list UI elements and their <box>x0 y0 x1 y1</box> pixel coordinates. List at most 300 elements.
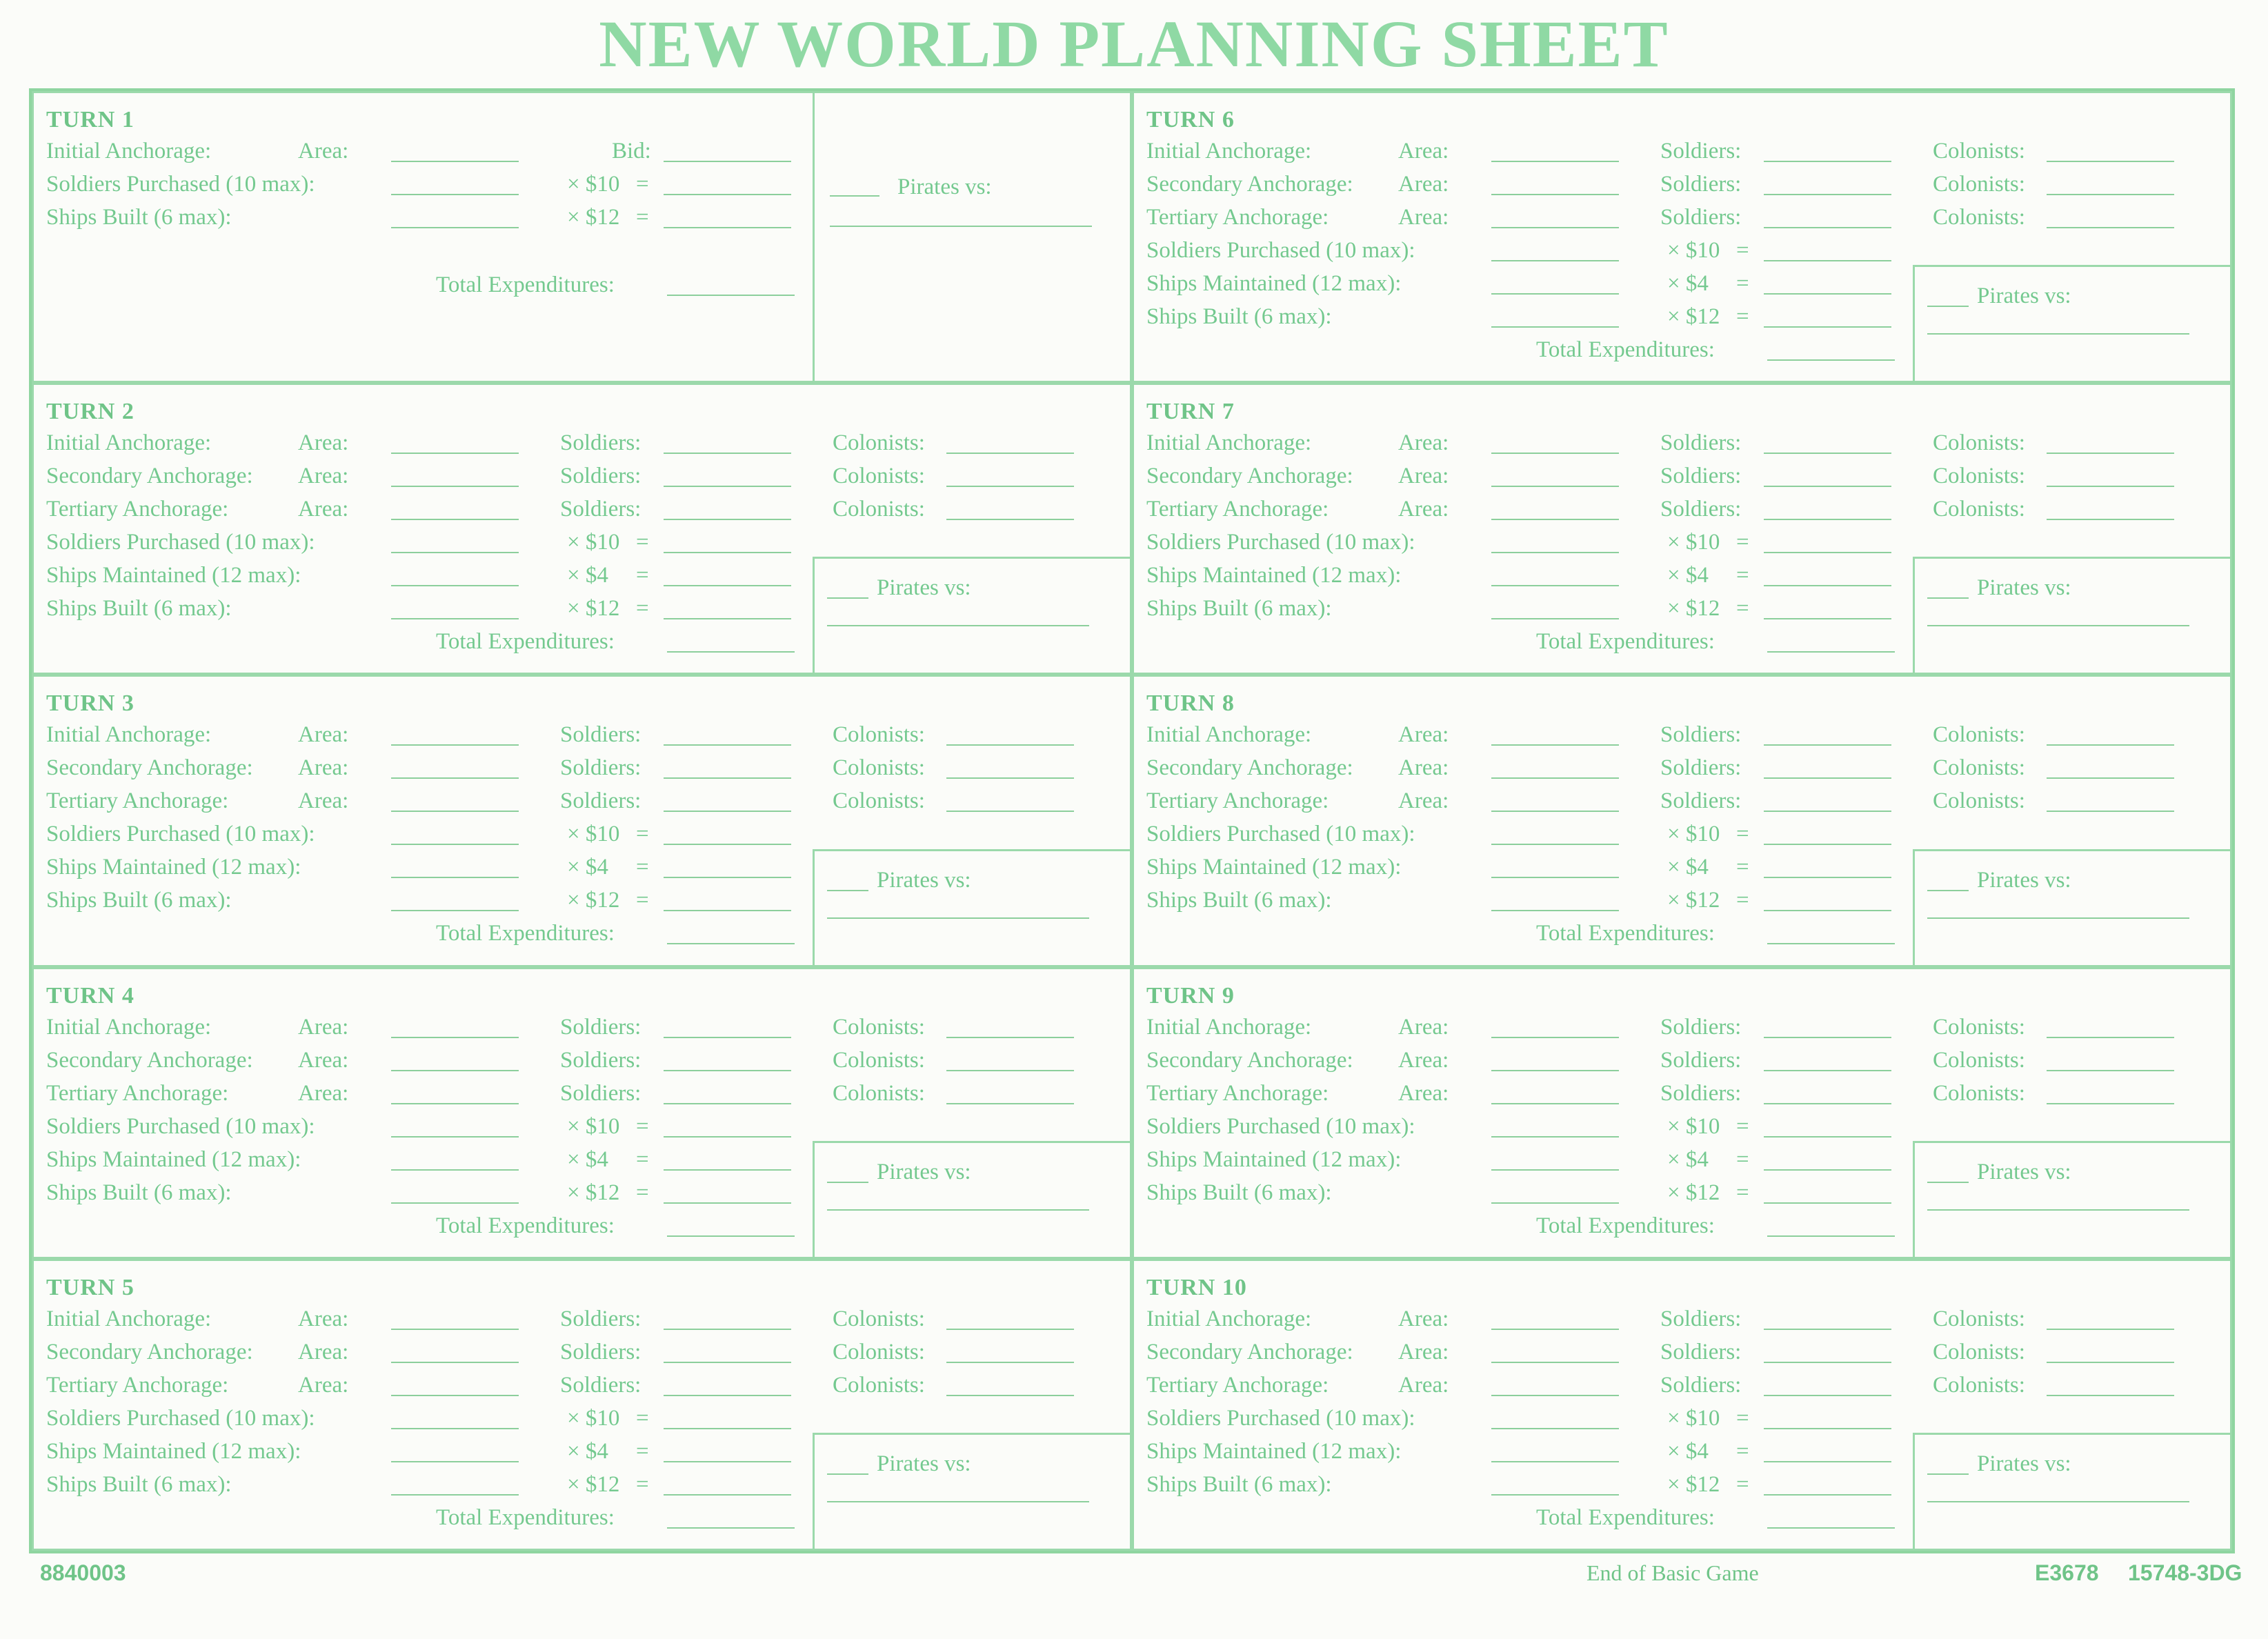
soldiers-purchased-cost-field[interactable] <box>664 1428 791 1429</box>
pirates-target-field[interactable] <box>1927 1209 2189 1211</box>
area-label: Area: <box>1398 205 1449 230</box>
secondary-anchorage-area-field[interactable] <box>391 486 519 487</box>
pirates-box <box>813 1141 1130 1257</box>
tertiary-anchorage-soldiers-field[interactable] <box>1764 519 1891 520</box>
total-expenditures-field[interactable] <box>1767 943 1895 944</box>
ships-maintained-cost-field[interactable] <box>1764 1169 1891 1171</box>
multiplier-label: × $12 <box>567 1471 620 1497</box>
ships-built-cost-field[interactable] <box>1764 618 1891 619</box>
multiplier-label: × $4 <box>1667 855 1709 880</box>
secondary-anchorage-colonists-field[interactable] <box>2047 194 2174 195</box>
pirates-target-field[interactable] <box>827 1209 1089 1211</box>
tertiary-anchorage-row <box>46 1374 1130 1403</box>
soldiers-label: Soldiers: <box>1660 1014 1742 1040</box>
area-label: Area: <box>1398 497 1449 522</box>
ships-built-field[interactable] <box>1491 910 1619 911</box>
secondary-anchorage-area-field[interactable] <box>1491 194 1619 195</box>
ships-built-field[interactable] <box>1491 1494 1619 1496</box>
colonists-label: Colonists: <box>1933 755 2025 781</box>
tertiary-anchorage-colonists-field[interactable] <box>2047 227 2174 228</box>
pirates-box <box>1913 1141 2230 1257</box>
tertiary-anchorage-area-field[interactable] <box>1491 1395 1619 1396</box>
ships-maintained-cost-field[interactable] <box>664 877 791 878</box>
area-label: Area: <box>298 1047 349 1073</box>
tertiary-anchorage-label: Tertiary Anchorage: <box>46 788 229 814</box>
initial-anchorage-soldiers-field[interactable] <box>1764 453 1891 454</box>
multiplier-label: × $12 <box>567 596 620 622</box>
area-field[interactable] <box>391 161 519 162</box>
multiplier-label: × $12 <box>1667 888 1720 913</box>
initial-anchorage-area-field[interactable] <box>1491 161 1619 162</box>
ships-maintained-label: Ships Maintained (12 max): <box>1146 1146 1402 1172</box>
equals-label: = <box>636 1438 649 1464</box>
soldiers-purchased-field[interactable] <box>391 844 519 845</box>
colonists-label: Colonists: <box>1933 464 2025 489</box>
ships-maintained-cost-field[interactable] <box>1764 1461 1891 1462</box>
soldiers-label: Soldiers: <box>1660 497 1742 522</box>
tertiary-anchorage-soldiers-field[interactable] <box>1764 1103 1891 1104</box>
total-expenditures-field[interactable] <box>667 943 795 944</box>
initial-anchorage-soldiers-field[interactable] <box>1764 744 1891 746</box>
total-expenditures-field[interactable] <box>667 651 795 653</box>
tertiary-anchorage-area-field[interactable] <box>1491 227 1619 228</box>
initial-anchorage-row <box>1146 1308 2230 1337</box>
secondary-anchorage-area-field[interactable] <box>391 1362 519 1363</box>
total-expenditures-field[interactable] <box>667 295 795 296</box>
ships-maintained-field[interactable] <box>1491 877 1619 878</box>
multiplier-label: × $4 <box>1667 1438 1709 1464</box>
pirates-label: Pirates vs: <box>1977 1159 2071 1184</box>
tertiary-anchorage-soldiers-field[interactable] <box>664 519 791 520</box>
secondary-anchorage-colonists-field[interactable] <box>946 777 1074 779</box>
secondary-anchorage-label: Secondary Anchorage: <box>46 464 253 489</box>
colonists-label: Colonists: <box>833 464 925 489</box>
area-label: Area: <box>1398 172 1449 197</box>
pirates-target-field[interactable] <box>827 1501 1089 1502</box>
colonists-label: Colonists: <box>833 755 925 781</box>
initial-anchorage-colonists-field[interactable] <box>2047 744 2174 746</box>
secondary-anchorage-colonists-field[interactable] <box>946 486 1074 487</box>
area-label: Area: <box>1398 1014 1449 1040</box>
secondary-anchorage-soldiers-field[interactable] <box>1764 1362 1891 1363</box>
ships-maintained-field[interactable] <box>391 1169 519 1171</box>
area-label: Area: <box>1398 1080 1449 1106</box>
initial-anchorage-row <box>46 724 1130 753</box>
soldiers-label: Soldiers: <box>560 1306 641 1331</box>
soldiers-purchased-cost-field[interactable] <box>664 844 791 845</box>
soldiers-purchased-cost-field[interactable] <box>1764 844 1891 845</box>
equals-label: = <box>1736 1471 1749 1497</box>
soldiers-purchased-cost-field[interactable] <box>1764 260 1891 261</box>
secondary-anchorage-soldiers-field[interactable] <box>1764 194 1891 195</box>
initial-anchorage-soldiers-field[interactable] <box>1764 1329 1891 1330</box>
total-expenditures-label: Total Expenditures: <box>436 629 615 655</box>
soldiers-purchased-cost-field[interactable] <box>1764 1428 1891 1429</box>
equals-label: = <box>636 596 649 622</box>
equals-label: = <box>1736 1113 1749 1139</box>
multiplier-label: × $12 <box>567 888 620 913</box>
secondary-anchorage-area-field[interactable] <box>1491 1070 1619 1071</box>
initial-anchorage-colonists-field[interactable] <box>946 1037 1074 1038</box>
soldiers-purchased-field[interactable] <box>1491 844 1619 845</box>
initial-anchorage-colonists-field[interactable] <box>2047 1037 2174 1038</box>
ships-maintained-cost-field[interactable] <box>1764 293 1891 295</box>
secondary-anchorage-area-field[interactable] <box>391 777 519 779</box>
total-expenditures-field[interactable] <box>667 1527 795 1529</box>
ships-built-field[interactable] <box>391 1202 519 1204</box>
ships-built-field[interactable] <box>391 618 519 619</box>
tertiary-anchorage-row <box>1146 1082 2230 1111</box>
soldiers-purchased-label: Soldiers Purchased (10 max): <box>46 1113 315 1139</box>
soldiers-label: Soldiers: <box>1660 1080 1742 1106</box>
ships-maintained-cost-field[interactable] <box>664 1169 791 1171</box>
multiplier-label: × $4 <box>1667 271 1709 296</box>
ships-maintained-field[interactable] <box>1491 1461 1619 1462</box>
tertiary-anchorage-area-field[interactable] <box>391 1103 519 1104</box>
initial-anchorage-colonists-field[interactable] <box>2047 161 2174 162</box>
pirates-count-field[interactable] <box>1927 597 1969 599</box>
secondary-anchorage-soldiers-field[interactable] <box>1764 777 1891 779</box>
turn-9-panel <box>1132 967 2232 1259</box>
initial-anchorage-soldiers-field[interactable] <box>664 453 791 454</box>
secondary-anchorage-colonists-field[interactable] <box>2047 1362 2174 1363</box>
pirates-count-field[interactable] <box>827 890 868 891</box>
pirates-count-field[interactable] <box>1927 306 1969 307</box>
initial-anchorage-soldiers-field[interactable] <box>1764 161 1891 162</box>
total-expenditures-field[interactable] <box>1767 1527 1895 1529</box>
soldiers-label: Soldiers: <box>560 464 641 489</box>
secondary-anchorage-label: Secondary Anchorage: <box>1146 1047 1353 1073</box>
ships-maintained-cost-field[interactable] <box>664 1461 791 1462</box>
ships-built-field[interactable] <box>1491 1202 1619 1204</box>
turn-title: TURN 10 <box>1146 1274 1247 1300</box>
pirates-target-field[interactable] <box>1927 917 2189 919</box>
ships-maintained-field[interactable] <box>1491 585 1619 586</box>
secondary-anchorage-area-field[interactable] <box>1491 1362 1619 1363</box>
soldiers-label: Soldiers: <box>1660 1339 1742 1364</box>
soldiers-label: Soldiers: <box>560 755 641 781</box>
initial-anchorage-colonists-field[interactable] <box>2047 1329 2174 1330</box>
colonists-label: Colonists: <box>1933 430 2025 456</box>
secondary-anchorage-area-field[interactable] <box>1491 777 1619 779</box>
tertiary-anchorage-colonists-field[interactable] <box>2047 1103 2174 1104</box>
initial-anchorage-soldiers-field[interactable] <box>1764 1037 1891 1038</box>
initial-anchorage-area-field[interactable] <box>1491 1037 1619 1038</box>
area-label: Area: <box>298 722 349 748</box>
pirates-target-field[interactable] <box>827 917 1089 919</box>
multiplier-label: × $12 <box>1667 1471 1720 1497</box>
pirates-box <box>813 93 1130 381</box>
initial-anchorage-area-field[interactable] <box>1491 1329 1619 1330</box>
tertiary-anchorage-soldiers-field[interactable] <box>1764 1395 1891 1396</box>
pirates-count-field[interactable] <box>827 1182 868 1183</box>
tertiary-anchorage-soldiers-field[interactable] <box>664 1103 791 1104</box>
equals-label: = <box>1736 1405 1749 1431</box>
area-label: Area: <box>1398 430 1449 456</box>
pirates-count-field[interactable] <box>827 1473 868 1475</box>
soldiers-purchased-cost-field[interactable] <box>1764 552 1891 553</box>
tertiary-anchorage-colonists-field[interactable] <box>946 811 1074 812</box>
initial-anchorage-area-field[interactable] <box>391 1037 519 1038</box>
ships-built-label: Ships Built (6 max): <box>46 1180 232 1205</box>
ships-maintained-cost-field[interactable] <box>1764 877 1891 878</box>
multiplier-label: × $4 <box>567 855 608 880</box>
ships-built-label: Ships Built (6 max): <box>1146 596 1332 622</box>
initial-anchorage-colonists-field[interactable] <box>946 744 1074 746</box>
soldiers-purchased-cost-field[interactable] <box>1764 1136 1891 1138</box>
area-label: Area: <box>298 1014 349 1040</box>
equals-label: = <box>1736 238 1749 263</box>
colonists-label: Colonists: <box>833 497 925 522</box>
colonists-label: Colonists: <box>833 1047 925 1073</box>
ships-built-cost-field[interactable] <box>664 1494 791 1496</box>
initial-anchorage-area-field[interactable] <box>391 453 519 454</box>
soldiers-purchased-row <box>1146 1407 2230 1436</box>
ships-maintained-field[interactable] <box>1491 293 1619 295</box>
pirates-target-field[interactable] <box>1927 625 2189 626</box>
equals-label: = <box>636 1471 649 1497</box>
ships-built-label: Ships Built (6 max): <box>1146 304 1332 329</box>
ships-maintained-field[interactable] <box>391 1461 519 1462</box>
multiplier-label: × $12 <box>567 1180 620 1205</box>
ships-built-field[interactable] <box>1491 618 1619 619</box>
area-label: Area: <box>298 788 349 814</box>
colonists-label: Colonists: <box>1933 1372 2025 1398</box>
pirates-count-field[interactable] <box>827 597 868 599</box>
initial-anchorage-colonists-field[interactable] <box>2047 453 2174 454</box>
soldiers-purchased-field[interactable] <box>1491 260 1619 261</box>
equals-label: = <box>1736 1146 1749 1172</box>
pirates-target-field[interactable] <box>1927 333 2189 335</box>
total-expenditures-label: Total Expenditures: <box>436 1504 615 1530</box>
tertiary-anchorage-soldiers-field[interactable] <box>1764 811 1891 812</box>
tertiary-anchorage-colonists-field[interactable] <box>2047 811 2174 812</box>
ships-built-label: Ships Built (6 max): <box>1146 1471 1332 1497</box>
initial-anchorage-row <box>1146 724 2230 753</box>
secondary-anchorage-colonists-field[interactable] <box>946 1362 1074 1363</box>
initial-anchorage-label: Initial Anchorage: <box>46 1014 212 1040</box>
pirates-label: Pirates vs: <box>877 867 971 893</box>
tertiary-anchorage-soldiers-field[interactable] <box>664 811 791 812</box>
secondary-anchorage-row <box>1146 465 2230 494</box>
tertiary-anchorage-colonists-field[interactable] <box>2047 1395 2174 1396</box>
initial-anchorage-area-field[interactable] <box>391 1329 519 1330</box>
tertiary-anchorage-soldiers-field[interactable] <box>1764 227 1891 228</box>
ships-maintained-label: Ships Maintained (12 max): <box>46 855 301 880</box>
ships-cost-field[interactable] <box>664 227 791 228</box>
ships-built-label: Ships Built (6 max): <box>46 888 232 913</box>
secondary-anchorage-soldiers-field[interactable] <box>664 486 791 487</box>
tertiary-anchorage-colonists-field[interactable] <box>946 519 1074 520</box>
total-expenditures-label: Total Expenditures: <box>1536 629 1715 655</box>
colonists-label: Colonists: <box>1933 139 2025 163</box>
multiplier-label: × $10 <box>567 530 620 555</box>
tertiary-anchorage-colonists-field[interactable] <box>2047 519 2174 520</box>
ships-built-cost-field[interactable] <box>1764 326 1891 328</box>
secondary-anchorage-colonists-field[interactable] <box>2047 777 2174 779</box>
colonists-label: Colonists: <box>833 1339 925 1364</box>
soldiers-purchased-label: Soldiers Purchased (10 max): <box>1146 1113 1415 1139</box>
ships-maintained-field[interactable] <box>391 585 519 586</box>
total-expenditures-field[interactable] <box>1767 651 1895 653</box>
times-12-label: × $12 <box>567 205 620 230</box>
total-expenditures-field[interactable] <box>1767 359 1895 361</box>
pirates-label: Pirates vs: <box>1977 284 2071 309</box>
pirates-count-field[interactable] <box>1927 890 1969 891</box>
ships-maintained-label: Ships Maintained (12 max): <box>1146 855 1402 880</box>
ships-built-field[interactable] <box>1491 326 1619 328</box>
secondary-anchorage-area-field[interactable] <box>391 1070 519 1071</box>
pirates-box <box>1913 265 2230 381</box>
equals-label: = <box>1736 855 1749 880</box>
area-label: Area: <box>1398 1339 1449 1364</box>
secondary-anchorage-row <box>1146 173 2230 202</box>
total-expenditures-label: Total Expenditures: <box>436 272 615 297</box>
secondary-anchorage-soldiers-field[interactable] <box>1764 1070 1891 1071</box>
tertiary-anchorage-row <box>1146 498 2230 527</box>
tertiary-anchorage-area-field[interactable] <box>1491 1103 1619 1104</box>
secondary-anchorage-colonists-field[interactable] <box>2047 486 2174 487</box>
ships-built-field[interactable] <box>391 227 519 228</box>
soldiers-purchased-label: Soldiers Purchased (10 max): <box>46 1405 315 1431</box>
secondary-anchorage-row <box>1146 1341 2230 1370</box>
tertiary-anchorage-area-field[interactable] <box>391 1395 519 1396</box>
initial-anchorage-row <box>46 1308 1130 1337</box>
initial-anchorage-area-field[interactable] <box>1491 453 1619 454</box>
tertiary-anchorage-colonists-field[interactable] <box>946 1395 1074 1396</box>
secondary-anchorage-soldiers-field[interactable] <box>664 777 791 779</box>
area-label: Area: <box>298 1306 349 1331</box>
pirates-target-field[interactable] <box>1927 1501 2189 1502</box>
total-expenditures-field[interactable] <box>1767 1235 1895 1237</box>
equals-label: = <box>636 1180 649 1205</box>
soldiers-purchased-field[interactable] <box>391 194 519 195</box>
area-label: Area: <box>1398 139 1449 163</box>
soldiers-label: Soldiers: <box>1660 1306 1742 1331</box>
soldiers-label: Soldiers: <box>1660 722 1742 748</box>
secondary-anchorage-label: Secondary Anchorage: <box>46 1047 253 1073</box>
tertiary-anchorage-area-field[interactable] <box>1491 811 1619 812</box>
soldiers-purchased-field[interactable] <box>391 1136 519 1138</box>
ships-built-field[interactable] <box>391 910 519 911</box>
equals-label: = <box>636 1146 649 1172</box>
secondary-anchorage-area-field[interactable] <box>1491 486 1619 487</box>
equals-label: = <box>636 172 649 197</box>
initial-anchorage-label: Initial Anchorage: <box>46 722 212 748</box>
pirates-count-field[interactable] <box>1927 1473 1969 1475</box>
ships-maintained-label: Ships Maintained (12 max): <box>1146 563 1402 588</box>
tertiary-anchorage-row <box>1146 790 2230 819</box>
soldiers-label: Soldiers: <box>1660 172 1742 197</box>
soldiers-purchased-cost-field[interactable] <box>664 552 791 553</box>
initial-anchorage-area-field[interactable] <box>1491 744 1619 746</box>
pirates-box <box>1913 849 2230 965</box>
pirates-count-field[interactable] <box>830 195 879 197</box>
initial-anchorage-label: Initial Anchorage: <box>1146 722 1312 748</box>
multiplier-label: × $4 <box>1667 1146 1709 1172</box>
tertiary-anchorage-area-field[interactable] <box>391 811 519 812</box>
initial-anchorage-area-field[interactable] <box>391 744 519 746</box>
ships-built-cost-field[interactable] <box>664 618 791 619</box>
multiplier-label: × $10 <box>1667 1113 1720 1139</box>
soldiers-purchased-field[interactable] <box>391 1428 519 1429</box>
turn-6-panel <box>1132 91 2232 383</box>
initial-anchorage-colonists-field[interactable] <box>946 1329 1074 1330</box>
turn-title: TURN 2 <box>46 399 135 425</box>
soldiers-purchased-cost-field[interactable] <box>664 1136 791 1138</box>
bid-field[interactable] <box>664 161 791 162</box>
ships-maintained-field[interactable] <box>1491 1169 1619 1171</box>
equals-label: = <box>636 205 649 230</box>
pirates-target-field[interactable] <box>830 226 1092 227</box>
initial-anchorage-soldiers-field[interactable] <box>664 1037 791 1038</box>
soldiers-purchased-field[interactable] <box>1491 552 1619 553</box>
secondary-anchorage-soldiers-field[interactable] <box>1764 486 1891 487</box>
soldiers-purchased-label: Soldiers Purchased (10 max): <box>1146 822 1415 847</box>
turn-title: TURN 1 <box>46 107 135 132</box>
soldiers-purchased-field[interactable] <box>1491 1428 1619 1429</box>
turn-5-panel <box>32 1259 1132 1551</box>
multiplier-label: × $10 <box>1667 530 1720 555</box>
ships-built-cost-field[interactable] <box>1764 1494 1891 1496</box>
initial-anchorage-soldiers-field[interactable] <box>664 744 791 746</box>
soldiers-label: Soldiers: <box>1660 1047 1742 1073</box>
secondary-anchorage-colonists-field[interactable] <box>2047 1070 2174 1071</box>
secondary-anchorage-row <box>1146 1049 2230 1078</box>
pirates-count-field[interactable] <box>1927 1182 1969 1183</box>
pirates-box <box>813 849 1130 965</box>
secondary-anchorage-colonists-field[interactable] <box>946 1070 1074 1071</box>
pirates-label: Pirates vs: <box>897 175 992 199</box>
secondary-anchorage-soldiers-field[interactable] <box>664 1362 791 1363</box>
ships-maintained-cost-field[interactable] <box>664 585 791 586</box>
soldiers-label: Soldiers: <box>1660 1372 1742 1398</box>
ships-built-field[interactable] <box>391 1494 519 1496</box>
total-expenditures-label: Total Expenditures: <box>1536 1213 1715 1238</box>
tertiary-anchorage-label: Tertiary Anchorage: <box>46 1372 229 1398</box>
turn-8-panel <box>1132 675 2232 966</box>
ships-built-cost-field[interactable] <box>1764 910 1891 911</box>
turn-title: TURN 6 <box>1146 107 1235 132</box>
tertiary-anchorage-area-field[interactable] <box>391 519 519 520</box>
ships-built-cost-field[interactable] <box>664 1202 791 1204</box>
secondary-anchorage-soldiers-field[interactable] <box>664 1070 791 1071</box>
colonists-label: Colonists: <box>833 722 925 748</box>
total-expenditures-label: Total Expenditures: <box>1536 921 1715 946</box>
colonists-label: Colonists: <box>1933 722 2025 748</box>
tertiary-anchorage-area-field[interactable] <box>1491 519 1619 520</box>
ships-maintained-field[interactable] <box>391 877 519 878</box>
initial-anchorage-soldiers-field[interactable] <box>664 1329 791 1330</box>
initial-anchorage-colonists-field[interactable] <box>946 453 1074 454</box>
soldiers-cost-field[interactable] <box>664 194 791 195</box>
multiplier-label: × $12 <box>1667 304 1720 329</box>
total-expenditures-field[interactable] <box>667 1235 795 1237</box>
soldiers-label: Soldiers: <box>560 430 641 456</box>
ships-maintained-label: Ships Maintained (12 max): <box>46 1146 301 1172</box>
ships-built-cost-field[interactable] <box>664 910 791 911</box>
soldiers-purchased-field[interactable] <box>391 552 519 553</box>
turn-3-panel <box>32 675 1132 966</box>
tertiary-anchorage-colonists-field[interactable] <box>946 1103 1074 1104</box>
initial-anchorage-row <box>1146 140 2230 169</box>
soldiers-purchased-field[interactable] <box>1491 1136 1619 1138</box>
pirates-target-field[interactable] <box>827 625 1089 626</box>
tertiary-anchorage-soldiers-field[interactable] <box>664 1395 791 1396</box>
ships-maintained-cost-field[interactable] <box>1764 585 1891 586</box>
ships-built-cost-field[interactable] <box>1764 1202 1891 1204</box>
equals-label: = <box>636 822 649 847</box>
